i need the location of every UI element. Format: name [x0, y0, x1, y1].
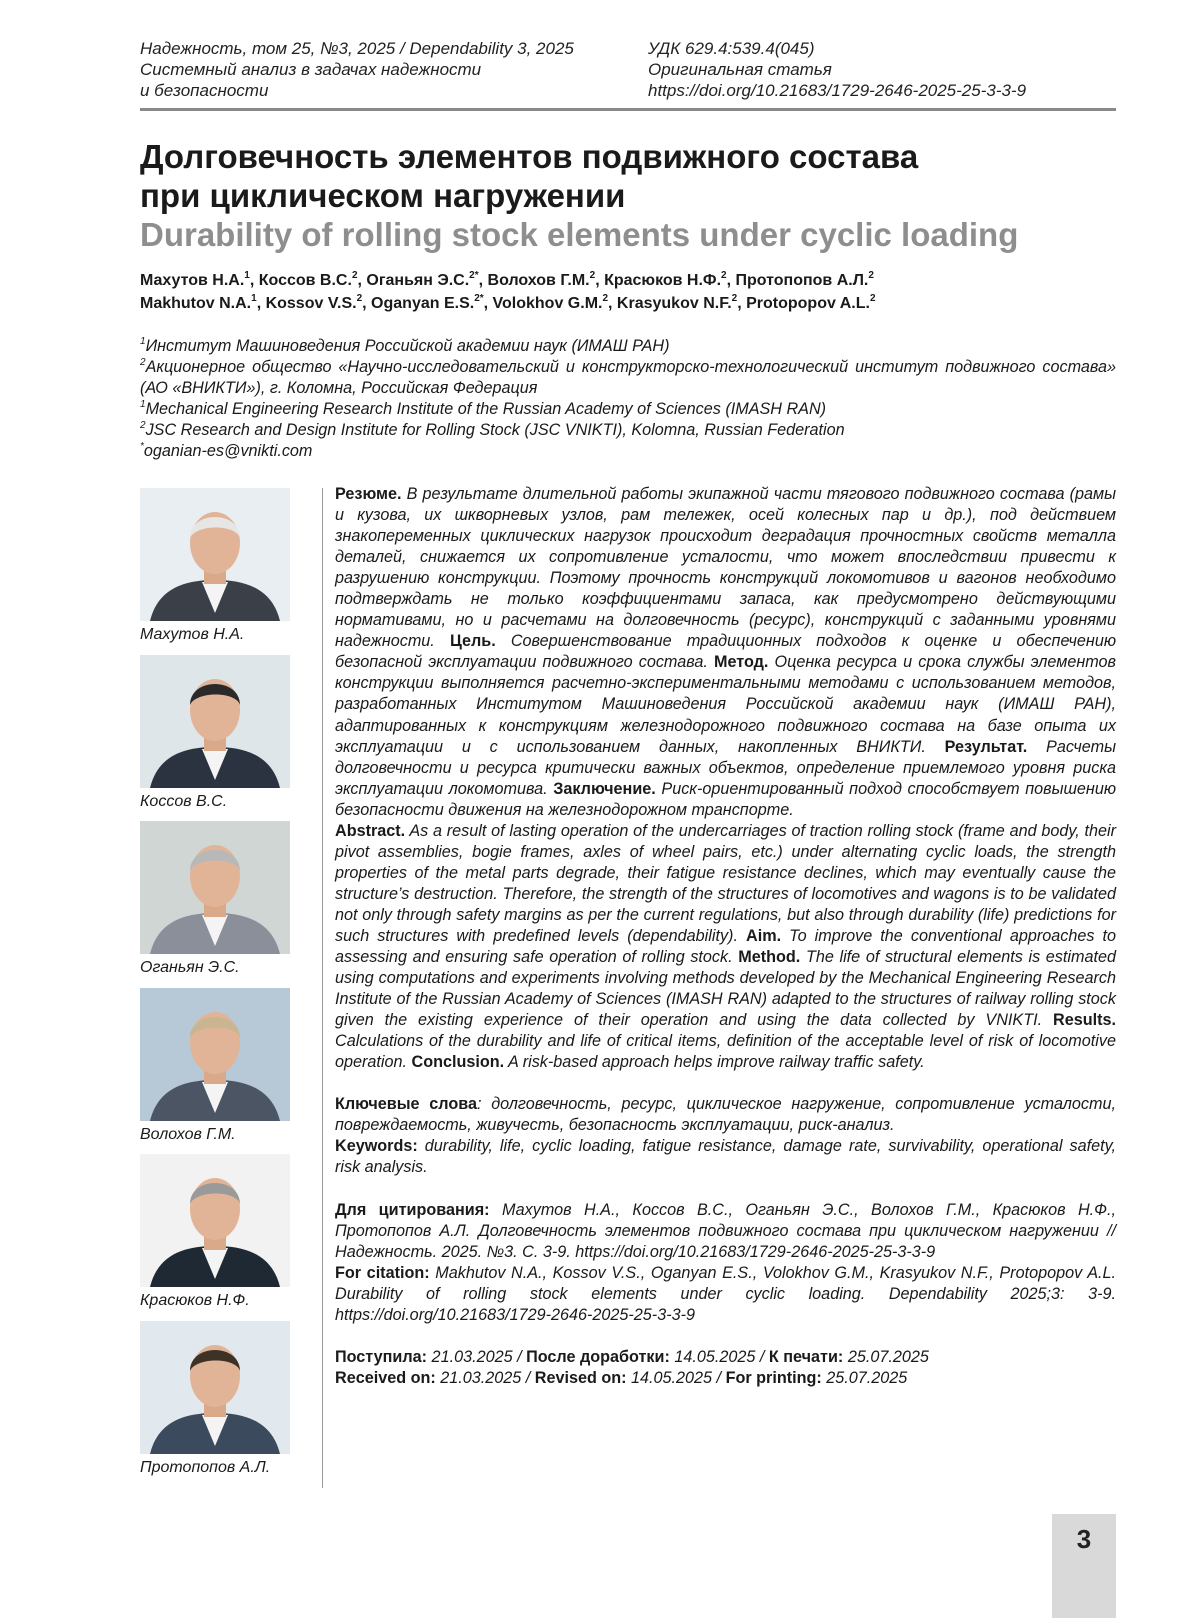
affiliation-item [140, 357, 1116, 399]
author-portrait [140, 1321, 290, 1454]
affiliation-marker: 2 [590, 270, 596, 281]
affiliation-item[interactable] [140, 441, 1116, 462]
author-name: Протопопов А.Л. [735, 272, 868, 289]
affiliation-marker: 1 [140, 336, 146, 347]
keywords-en-label: Keywords: [335, 1137, 418, 1155]
keywords-ru-label: Ключевые слова [335, 1095, 477, 1113]
author-photo-card [140, 821, 305, 988]
author-photo-card [140, 1321, 305, 1488]
received-ru-date: 21.03.2025 / [427, 1348, 526, 1366]
affiliation-text: Акционерное общество «Научно-исследовательский и конструкторско-технологический институт подвижного состава» (АО «ВНИКТИ»), г. Коломна, Российская Федерация [140, 358, 1116, 397]
photo-caption: Коссов В.С. [140, 793, 227, 811]
results-en-label: Results. [1053, 1011, 1116, 1029]
conclusion-en-text: A risk-based approach helps improve railway traffic safety. [504, 1053, 924, 1071]
aim-en-label: Aim. [746, 927, 781, 945]
revised-ru-date: 14.05.2025 / [670, 1348, 769, 1366]
affiliation-marker: 2 [732, 293, 738, 304]
affiliation-item [140, 420, 1116, 441]
author-photos [140, 488, 305, 1487]
citation-en-text: Makhutov N.A., Kossov V.S., Oganyan E.S., Volokhov G.M., Krasyukov N.F., Protopopov A.L. Durability of rolling stock elements under cyclic loading. Dependability 2025;3: 3-9. https://doi.org/10.21683/1729-2646-2025-25-3-3-9 [335, 1264, 1116, 1324]
citation-en [335, 1263, 1116, 1326]
affiliation-item [140, 336, 1116, 357]
page-number-tab [1052, 1514, 1116, 1618]
portrait-image [140, 488, 290, 621]
udc-code: УДК 629.4:539.4(045) [648, 38, 1108, 59]
spacer [335, 1326, 1116, 1347]
conclusion-ru-label: Заключение. [553, 780, 656, 798]
revised-en-label: Revised on: [535, 1369, 627, 1387]
abstract-column [335, 484, 1116, 1389]
author-name: Volokhov G.M. [493, 295, 603, 312]
printing-ru-label: К печати: [769, 1348, 843, 1366]
portrait-image [140, 1321, 290, 1454]
citation-en-label: For citation: [335, 1264, 430, 1282]
photo-caption: Красюков Н.Ф. [140, 1292, 250, 1310]
affiliation-marker: 2 [140, 357, 146, 368]
affiliation-text: Институт Машиноведения Российской академии наук (ИМАШ РАН) [146, 337, 670, 355]
author-name: Оганьян Э.С. [366, 272, 469, 289]
results-en-text: Calculations of the durability and life of critical items, definition of the acceptable level of risk of locomotive operation. [335, 1032, 1116, 1071]
keywords-en-text: durability, life, cyclic loading, fatigue resistance, damage rate, survivability, operational safety, risk analysis. [335, 1137, 1116, 1176]
section-line-2: и безопасности [140, 80, 630, 101]
author-portrait [140, 488, 290, 621]
dates-en [335, 1368, 1116, 1389]
author-portrait [140, 988, 290, 1121]
method-en-label: Method. [738, 948, 800, 966]
citation-ru [335, 1200, 1116, 1263]
printing-en-label: For printing: [726, 1369, 822, 1387]
result-ru-label: Результат. [945, 738, 1028, 756]
portrait-image [140, 655, 290, 788]
revised-ru-label: После доработки: [526, 1348, 670, 1366]
affiliation-marker: 1 [244, 270, 250, 281]
author-portrait [140, 655, 290, 788]
doi-link[interactable]: https://doi.org/10.21683/1729-2646-2025-25-3-3-9 [648, 80, 1108, 101]
photo-caption: Протопопов А.Л. [140, 1459, 270, 1477]
title-ru-line-1: Долговечность элементов подвижного состава [140, 137, 1120, 176]
received-ru-label: Поступила: [335, 1348, 427, 1366]
author-name: Kossov V.S. [266, 295, 357, 312]
received-en-label: Received on: [335, 1369, 436, 1387]
method-ru-text: Оценка ресурса и срока службы элементов конструкции выполняется расчетно-экспериментальными методами с использованием методов, разработанных Институтом Машиноведения Российской академии наук (ИМАШ РАН), адаптированных к конструкциям железнодорожного подвижного состава на базе опыта их эксплуатации и с использованием данных, накопленных ВНИКТИ. [335, 653, 1116, 755]
affiliation-marker: * [140, 441, 144, 452]
author-name: Махутов Н.А. [140, 272, 244, 289]
author-photo-card [140, 655, 305, 822]
authors-ru: Махутов Н.А.1, Коссов В.С.2, Оганьян Э.С.2*, Волохов Г.М.2, Красюков Н.Ф.2, Протопопов А.Л.2 [140, 270, 1140, 292]
author-name: Коссов В.С. [259, 272, 352, 289]
author-name: Krasyukov N.F. [617, 295, 732, 312]
affiliation-marker: 2 [352, 270, 358, 281]
title-ru [140, 137, 1120, 215]
title-en: Durability of rolling stock elements under cyclic loading [140, 215, 1140, 255]
printing-en-date: 25.07.2025 [822, 1369, 908, 1387]
affiliation-marker: 2* [474, 293, 483, 304]
portrait-image [140, 988, 290, 1121]
affiliation-marker: 2* [469, 270, 478, 281]
aim-ru-label: Цель. [450, 632, 496, 650]
photo-caption: Волохов Г.М. [140, 1126, 236, 1144]
article-type: Оригинальная статья [648, 59, 1108, 80]
photo-caption: Махутов Н.А. [140, 626, 244, 644]
abstract-en-label: Abstract. [335, 822, 405, 840]
author-name: Makhutov N.A. [140, 295, 251, 312]
printing-ru-date: 25.07.2025 [843, 1348, 929, 1366]
affiliation-text: JSC Research and Design Institute for Rolling Stock (JSC VNIKTI), Kolomna, Russian Federation [146, 421, 845, 439]
affiliations [140, 336, 1116, 462]
author-photo-card [140, 988, 305, 1155]
affiliation-marker: 2 [868, 270, 874, 281]
aim-ru-text: Совершенствование традиционных подходов к оценке и обеспечению безопасной эксплуатации подвижного состава. [335, 632, 1116, 671]
running-header-right [648, 38, 1108, 101]
author-name: Oganyan E.S. [371, 295, 474, 312]
author-portrait [140, 821, 290, 954]
dates-ru [335, 1347, 1116, 1368]
portrait-image [140, 821, 290, 954]
keywords-en [335, 1136, 1116, 1178]
abstract-ru-text: В результате длительной работы экипажной части тягового подвижного состава (рамы и кузова, их шкворневых узлов, рам тележек, осей колесных пар и др.), под действием знакопеременных циклических нагрузок происходит деградация прочностных свойств металла деталей, снижается их сопротивление усталости, что может впоследствии привести к разрушению конструкции. Поэтому прочность конструкций локомотивов и вагонов необходимо подтверждать не только коэффициентами запаса, как предусмотрено действующими нормативами, но и расчетами на долговечность (ресурс), конструкций с заданными уровнями надежности. [335, 485, 1116, 650]
keywords-ru-text: : долговечность, ресурс, циклическое нагружение, сопротивление усталости, повреждаемость, живучесть, безопасность эксплуатации, риск-анализ. [335, 1095, 1116, 1134]
aim-en-text: To improve the conventional approaches to assessing and ensuring safe operation of rolling stock. [335, 927, 1116, 966]
method-ru-label: Метод. [714, 653, 768, 671]
abstract-en [335, 821, 1116, 1074]
affiliation-marker: 2 [870, 293, 876, 304]
spacer [335, 1073, 1116, 1094]
conclusion-en-label: Conclusion. [412, 1053, 505, 1071]
affiliation-marker: 2 [140, 420, 146, 431]
page-number: 3 [1052, 1514, 1116, 1564]
abstract-en-text: As a result of lasting operation of the undercarriages of traction rolling stock (frame and body, their pivot assemblies, bogie frames, axles of wheel pairs, etc.) under alternating cyclic loads, the strength properties of the metal parts degrade, their fatigue resistance declines, which may eventually cause the structure’s destruction. Therefore, the strength of the structures of locomotives and wagons is to be validated not only through safety margins as per the current regulations, but also through durability (life) predictions for such structures with predefined levels (dependability). [335, 822, 1116, 945]
affiliation-text: Mechanical Engineering Research Institute of the Russian Academy of Sciences (IMASH RAN) [146, 400, 826, 418]
conclusion-ru-text: Риск-ориентированный подход способствует повышению безопасности движения на железнодорожном транспорте. [335, 780, 1116, 819]
result-ru-text: Расчеты долговечности и ресурса критически важных объектов, определение приемлемого уровня риска эксплуатации локомотива. [335, 738, 1116, 798]
author-portrait [140, 1154, 290, 1287]
header-rule [140, 108, 1116, 111]
affiliation-marker: 1 [251, 293, 257, 304]
author-photo-card [140, 488, 305, 655]
authors-en: Makhutov N.A.1, Kossov V.S.2, Oganyan E.S.2*, Volokhov G.M.2, Krasyukov N.F.2, Protopopov A.L.2 [140, 293, 1140, 315]
section-line-1: Системный анализ в задачах надежности [140, 59, 630, 80]
abstract-ru [335, 484, 1116, 821]
author-photo-card [140, 1154, 305, 1321]
affiliation-marker: 1 [140, 399, 146, 410]
method-en-text: The life of structural elements is estimated using computations and experiments involving methods developed by the Mechanical Engineering Research Institute of the Russian Academy of Sciences (IMASH RAN) adapted to the structures of railway rolling stock given the existing experience of their operation and using the data collected by VNIKTI. [335, 948, 1116, 1029]
running-header-left [140, 38, 630, 101]
author-name: Protopopov A.L. [746, 295, 870, 312]
keywords-ru [335, 1094, 1116, 1136]
affiliation-text: oganian-es@vnikti.com [144, 442, 313, 460]
photo-caption: Оганьян Э.С. [140, 959, 240, 977]
citation-ru-text: Махутов Н.А., Коссов В.С., Оганьян Э.С., Волохов Г.М., Красюков Н.Ф., Протопопов А.Л. Долговечность элементов подвижного состава при циклическом нагружении // Надежность. 2025. №3. С. 3-9. https://doi.org/10.21683/1729-2646-2025-25-3-3-9 [335, 1201, 1116, 1261]
spacer [335, 1179, 1116, 1200]
title-ru-line-2: при циклическом нагружении [140, 176, 1120, 215]
received-en-date: 21.03.2025 / [436, 1369, 535, 1387]
affiliation-marker: 2 [602, 293, 608, 304]
revised-en-date: 14.05.2025 / [627, 1369, 726, 1387]
column-divider [322, 488, 323, 1488]
author-name: Волохов Г.М. [488, 272, 590, 289]
journal-line: Надежность, том 25, №3, 2025 / Dependability 3, 2025 [140, 38, 630, 59]
affiliation-marker: 2 [721, 270, 727, 281]
abstract-ru-label: Резюме. [335, 485, 402, 503]
author-name: Красюков Н.Ф. [604, 272, 721, 289]
portrait-image [140, 1154, 290, 1287]
citation-ru-label: Для цитирования: [335, 1201, 490, 1219]
affiliation-marker: 2 [357, 293, 363, 304]
affiliation-item [140, 399, 1116, 420]
